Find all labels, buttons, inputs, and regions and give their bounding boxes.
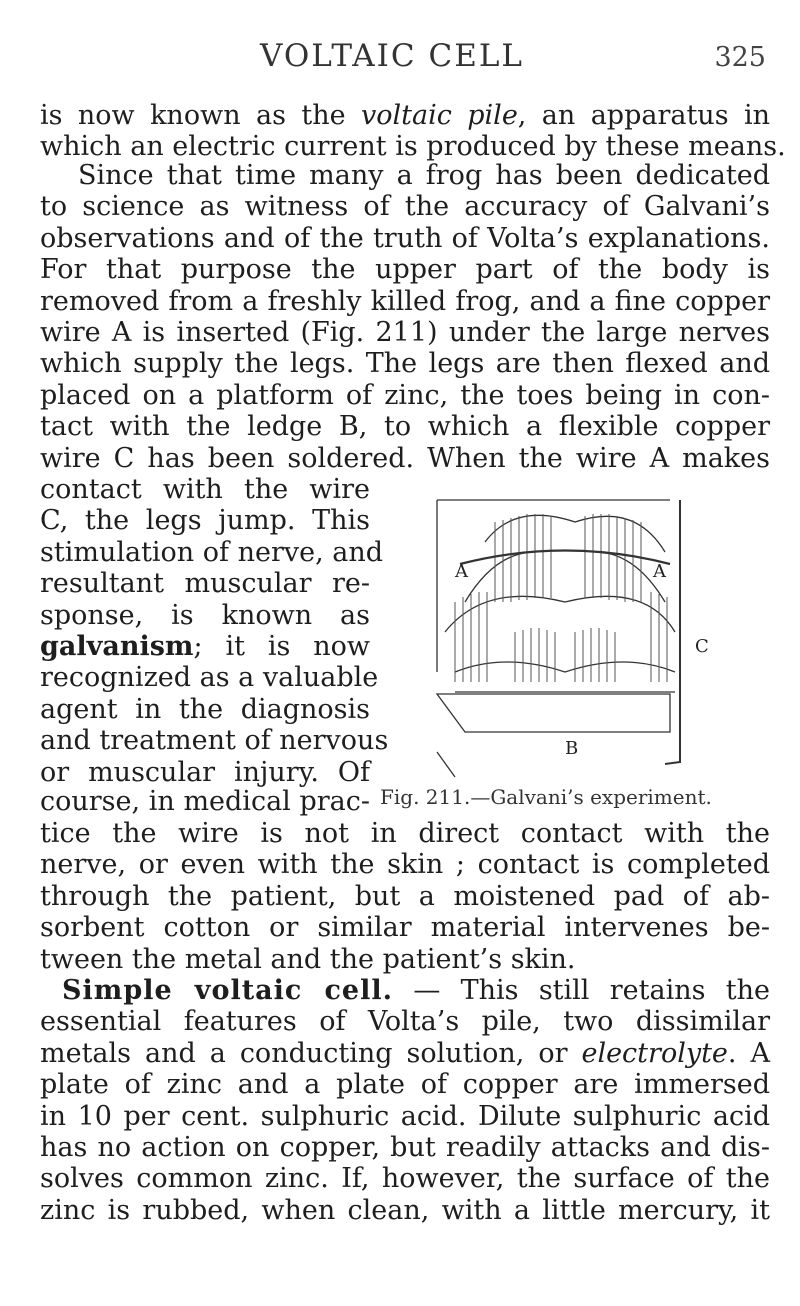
wire-a — [460, 551, 670, 565]
label-a-right: A — [653, 561, 666, 582]
text-line — [40, 975, 770, 1006]
text-line: tice the wire is not in direct contact with the — [40, 818, 770, 849]
text-line: zinc is rubbed, when clean, with a little mercury, it — [40, 1194, 770, 1226]
label-b: B — [565, 738, 579, 759]
text-line: tween the metal and the patient’s skin. — [40, 943, 576, 975]
emphasis-electrolyte: electrolyte — [581, 1037, 728, 1069]
wrapped-text-column — [40, 474, 389, 788]
wrapped-text-tail — [40, 786, 370, 817]
figure-caption: Fig. 211.—Galvani’s experiment. — [380, 785, 712, 809]
text-line: stimulation of nerve, and — [40, 536, 384, 568]
text-line: sponse, is known as — [40, 599, 370, 631]
label-a-left: A — [455, 561, 468, 582]
text-line: plate of zinc and a plate of copper are immersed — [40, 1069, 770, 1101]
text-line: observations and of the truth of Volta’s explanations. — [40, 222, 770, 254]
text-line: solves common zinc. If, however, the surface of the — [40, 1163, 770, 1195]
running-title: VOLTAIC CELL — [260, 38, 525, 74]
text-run: . A — [727, 1037, 770, 1069]
text-line: in 10 per cent. sulphuric acid. Dilute sulphuric acid — [40, 1100, 770, 1132]
text-line: recognized as a valuable — [40, 662, 379, 694]
section-heading: Simple voltaic cell. — [62, 975, 394, 1006]
running-head — [0, 20, 800, 80]
text-line: through the patient, but a moistened pad of ab- — [40, 880, 770, 912]
frog-legs-illustration — [425, 482, 715, 782]
text-line: wire C has been soldered. When the wire A makes — [40, 442, 770, 474]
text-run: metals and a conducting solution, or — [40, 1037, 582, 1069]
text-line: which an electric current is produced by these means. — [40, 131, 786, 163]
text-line: C, the legs jump. This — [40, 505, 370, 537]
text-line — [40, 100, 770, 131]
text-run: , an apparatus in — [517, 100, 770, 131]
text-line: essential features of Volta’s pile, two dissimilar — [40, 1006, 770, 1038]
text-line: to science as witness of the accuracy of Galvani’s — [40, 191, 770, 223]
text-line: nerve, or even with the skin ; contact is completed — [40, 849, 770, 881]
text-run: ; it is now — [193, 631, 370, 663]
ledge-edge — [437, 752, 455, 777]
paragraph-frog-experiment — [40, 160, 770, 474]
text-line: placed on a platform of zinc, the toes being in con- — [40, 379, 770, 411]
text-line — [40, 1038, 770, 1069]
text-line: agent in the diagnosis — [40, 693, 370, 725]
zinc-platform — [437, 694, 670, 732]
text-line: or muscular injury. Of — [40, 756, 370, 788]
page-number: 325 — [714, 42, 766, 73]
text-line: course, in medical prac- — [40, 786, 370, 817]
text-line: which supply the legs. The legs are then flexed and — [40, 348, 770, 380]
text-line: contact with the wire — [40, 474, 370, 505]
emphasis-voltaic-pile: voltaic pile — [361, 100, 518, 131]
text-line: For that purpose the upper part of the body is — [40, 254, 770, 286]
paragraph-opening — [40, 100, 786, 163]
paragraph-simple-voltaic-cell — [40, 975, 770, 1226]
paragraph-medical-practice — [40, 818, 770, 975]
text-line: wire A is inserted (Fig. 211) under the large nerves — [40, 317, 770, 349]
term-galvanism: galvanism — [40, 631, 194, 663]
figure-galvani-experiment — [425, 482, 715, 782]
text-line: has no action on copper, but readily attacks and dis- — [40, 1132, 770, 1164]
text-line: and treatment of nervous — [40, 725, 389, 757]
label-c: C — [695, 636, 709, 657]
wire-frame — [437, 500, 670, 672]
text-line: sorbent cotton or similar material intervenes be- — [40, 912, 770, 944]
text-line: Since that time many a frog has been dedicated — [78, 160, 770, 191]
text-run: — This still retains the — [393, 975, 770, 1006]
text-line: removed from a freshly killed frog, and a fine copper — [40, 285, 770, 317]
text-line: tact with the ledge B, to which a flexible copper — [40, 411, 770, 443]
text-line — [40, 631, 370, 662]
text-line: resultant muscular re- — [40, 568, 370, 600]
text-run: is now known as the — [40, 100, 361, 131]
